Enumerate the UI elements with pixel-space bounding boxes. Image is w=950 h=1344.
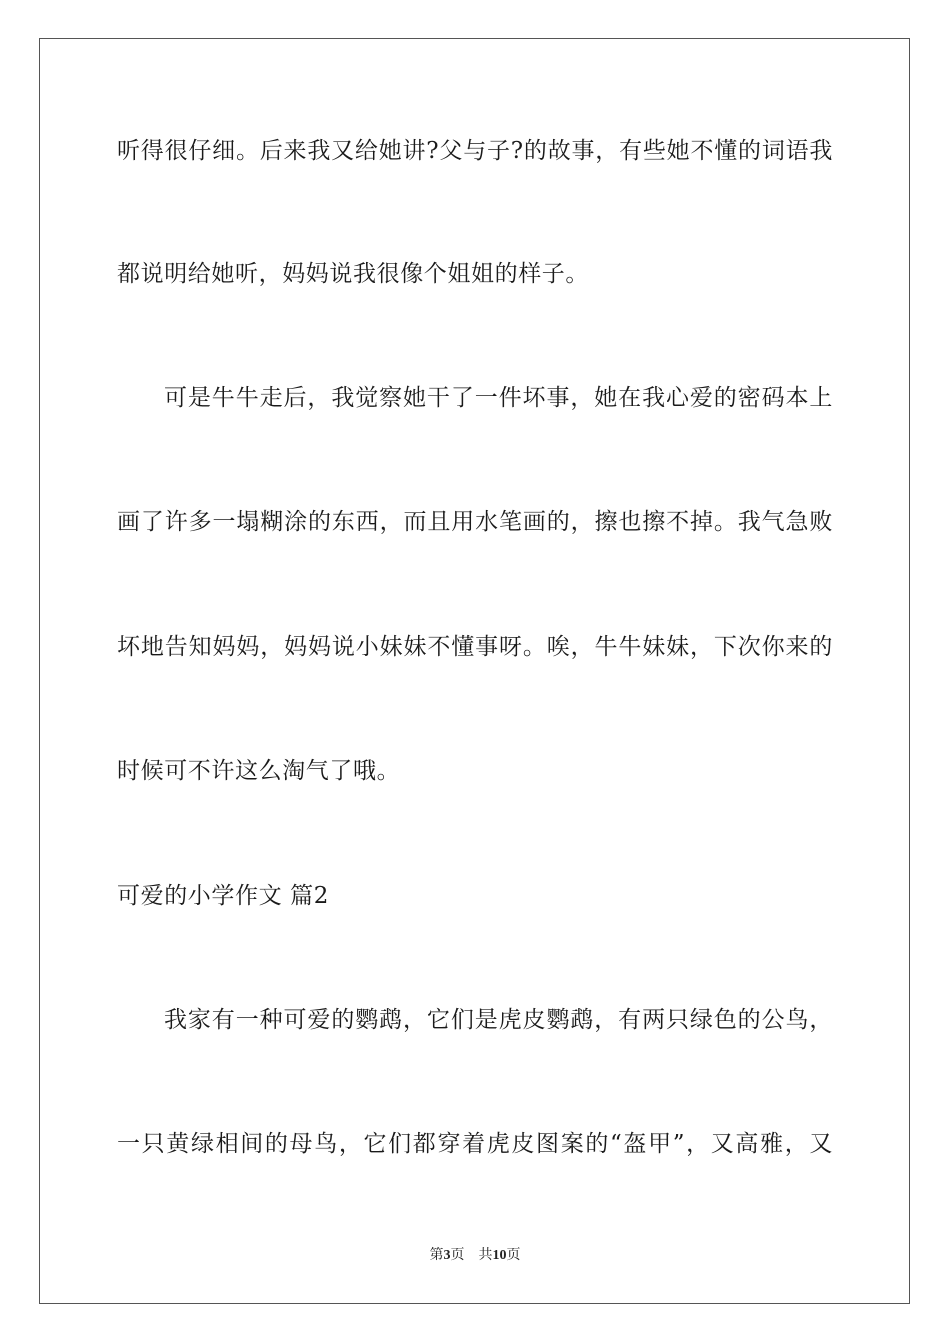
section-heading: 可爱的小学作文 篇2 [117,883,329,909]
page-footer [0,1246,950,1266]
paragraph-line-3: 可是牛牛走后，我觉察她干了一件坏事，她在我心爱的密码本上 [164,385,833,411]
page-border [39,38,910,1304]
paragraph-line-8: 一只黄绿相间的母鸟，它们都穿着虎皮图案的“盔甲”，又高雅，又 [117,1131,833,1157]
paragraph-line-7: 我家有一种可爱的鹦鹉，它们是虎皮鹦鹉，有两只绿色的公鸟， [164,1007,833,1033]
page-number: 3 [443,1248,451,1263]
paragraph-line-5: 坏地告知妈妈，妈妈说小妹妹不懂事呀。唉，牛牛妹妹，下次你来的 [117,634,833,660]
paragraph-line-1: 听得很仔细。后来我又给她讲?父与子?的故事，有些她不懂的词语我 [117,138,833,164]
page-suffix: 页 [450,1248,465,1263]
total-pages: 10 [492,1248,507,1263]
paragraph-line-6: 时候可不许这么淘气了哦。 [117,758,401,784]
paragraph-line-4: 画了许多一塌糊涂的东西，而且用水笔画的，擦也擦不掉。我气急败 [117,509,833,535]
total-suffix: 页 [506,1248,521,1263]
page-prefix: 第 [429,1248,444,1263]
paragraph-line-2: 都说明给她听，妈妈说我很像个姐姐的样子。 [117,261,589,287]
total-prefix: 共 [478,1248,493,1263]
